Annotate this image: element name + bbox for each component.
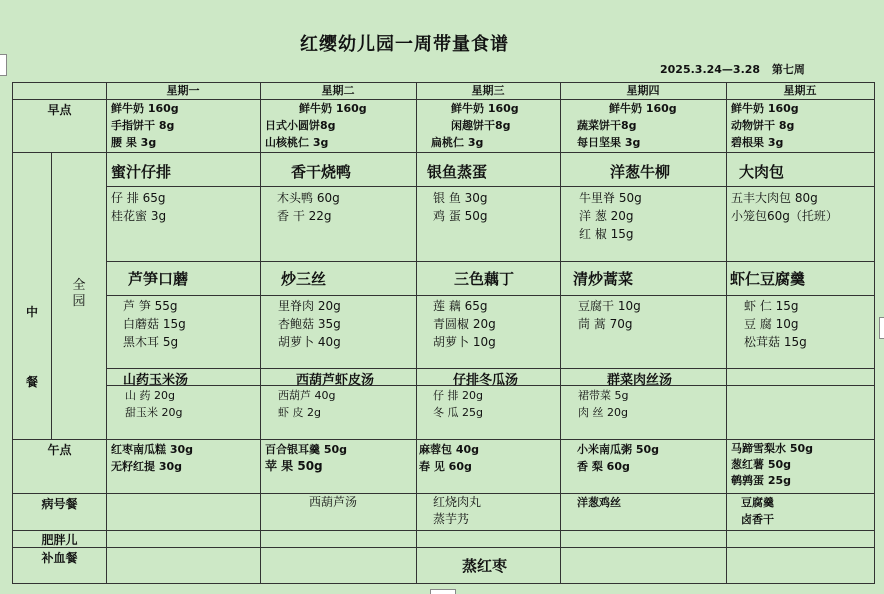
- menu-table: [12, 82, 875, 584]
- food-item: 扁桃仁 3g: [431, 136, 484, 149]
- date-range: 2025.3.24—3.28: [660, 63, 761, 76]
- food-item: 洋葱鸡丝: [577, 496, 621, 509]
- row-label-anemia: 补血餐: [41, 551, 78, 565]
- food-item: 鲜牛奶 160g: [609, 102, 677, 115]
- main-dish-fri: 大肉包: [739, 163, 785, 181]
- ingredient: 胡萝卜 10g: [433, 335, 496, 349]
- week-label: 第七周: [771, 63, 805, 76]
- day-header: 星期四: [626, 84, 660, 97]
- main-ingredients-fri: [731, 189, 838, 225]
- day-header: 星期二: [321, 84, 355, 97]
- rule: [13, 547, 874, 548]
- rule: [560, 83, 561, 583]
- food-item: 日式小圆饼8g: [265, 119, 336, 132]
- veg-ingredients-fri: [744, 297, 807, 351]
- row-label-sick-meal: 病号餐: [41, 497, 78, 511]
- rule: [13, 439, 874, 440]
- ingredient: 鸡 蛋 50g: [433, 209, 488, 223]
- food-item: 鲜牛奶 160g: [731, 102, 799, 115]
- ingredient: 洋 葱 20g: [579, 209, 634, 223]
- veg-dish-fri: 虾仁豆腐羹: [730, 270, 806, 288]
- ingredient: 杏鲍菇 35g: [278, 317, 341, 331]
- ingredient: 银 鱼 30g: [433, 191, 488, 205]
- snack-cell-fri: [731, 441, 813, 489]
- main-ingredients-thu: [579, 189, 642, 243]
- ingredient: 豆腐干 10g: [578, 299, 641, 313]
- veg-ingredients-wed: [433, 297, 496, 351]
- food-item: 蔬菜饼干8g: [577, 119, 637, 132]
- ingredient: 甜玉米 20g: [125, 406, 183, 419]
- food-item: 卤香干: [741, 513, 774, 526]
- main-dish-tue: 香干烧鸭: [291, 163, 352, 181]
- ingredient: 莲 藕 65g: [433, 299, 488, 313]
- ingredient: 红 椒 15g: [579, 227, 634, 241]
- food-item: 红烧肉丸: [433, 495, 482, 509]
- snack-cell-thu: [577, 441, 659, 475]
- ingredient: 五丰大肉包 80g: [731, 191, 818, 205]
- ingredient: 豆 腐 10g: [744, 317, 799, 331]
- ingredient: 白蘑菇 15g: [123, 317, 186, 331]
- soup-mon: 山药玉米汤: [123, 373, 189, 388]
- ingredient: 西葫芦 40g: [278, 389, 336, 402]
- sick-meal-wed: [433, 494, 481, 528]
- day-header: 星期一: [166, 84, 200, 97]
- ingredient: 黑木耳 5g: [123, 335, 179, 349]
- main-ingredients-wed: [433, 189, 488, 225]
- breakfast-cell-thu: [577, 100, 677, 151]
- left-edge-handle: [0, 54, 7, 76]
- snack-cell-tue: [265, 441, 347, 475]
- veg-ingredients-mon: [123, 297, 186, 351]
- veg-dish-mon: 芦笋口蘑: [128, 270, 189, 288]
- food-item: 红枣南瓜糕 30g: [111, 443, 194, 456]
- soup-thu: 群菜肉丝汤: [607, 373, 673, 388]
- food-item: 麻蓉包 40g: [419, 443, 480, 456]
- food-item: 腰 果 3g: [111, 136, 157, 149]
- food-item: 鲜牛奶 160g: [111, 102, 179, 115]
- veg-ingredients-thu: [578, 297, 641, 333]
- main-ingredients-mon: [111, 189, 166, 225]
- sick-meal-tue: [309, 494, 357, 511]
- rule: [51, 152, 52, 439]
- breakfast-cell-fri: [731, 100, 799, 151]
- ingredient: 冬 瓜 25g: [433, 406, 483, 419]
- rule: [106, 186, 874, 187]
- soup-ingredients-wed: [433, 387, 483, 421]
- food-item: 鲜牛奶 160g: [299, 102, 367, 115]
- day-header: 星期三: [471, 84, 505, 97]
- ingredient: 山 药 20g: [125, 389, 175, 402]
- food-item: 豆腐羹: [741, 496, 774, 509]
- sick-meal-fri: [741, 494, 774, 528]
- food-item: 无籽红提 30g: [111, 460, 183, 473]
- breakfast-cell-tue: [265, 100, 367, 151]
- main-dish-mon: 蜜汁仔排: [111, 163, 172, 181]
- ingredient: 青圆椒 20g: [433, 317, 496, 331]
- ingredient: 牛里脊 50g: [579, 191, 642, 205]
- ingredient: 香 干 22g: [277, 209, 332, 223]
- food-item: 蒸芋艿: [433, 512, 470, 526]
- row-label-lunch: 中: [25, 305, 38, 319]
- food-item: 碧根果 3g: [731, 136, 784, 149]
- food-item: 苹 果 50g: [265, 459, 323, 473]
- soup-ingredients-tue: [278, 387, 335, 421]
- food-item: 每日坚果 3g: [577, 136, 641, 149]
- ingredient: 松茸菇 15g: [744, 335, 807, 349]
- ingredient: 里脊肉 20g: [278, 299, 341, 313]
- food-item: 百合银耳羹 50g: [265, 443, 348, 456]
- food-item: 香 梨 60g: [577, 460, 630, 473]
- rule: [106, 261, 874, 262]
- soup-ingredients-mon: [125, 387, 182, 421]
- ingredient: 仔 排 20g: [433, 389, 483, 402]
- breakfast-cell-mon: [111, 100, 179, 151]
- ingredient: 木头鸭 60g: [277, 191, 340, 205]
- food-item: 西葫芦汤: [309, 495, 358, 509]
- main-dish-wed: 银鱼蒸蛋: [427, 163, 488, 181]
- veg-dish-tue: 炒三丝: [281, 270, 327, 288]
- snack-cell-wed: [419, 441, 479, 475]
- right-edge-handle: [879, 317, 884, 339]
- main-dish-thu: 洋葱牛柳: [610, 163, 671, 181]
- soup-tue: 西葫芦虾皮汤: [296, 373, 375, 388]
- food-item: 闲趣饼干8g: [451, 119, 511, 132]
- rule: [13, 152, 874, 153]
- row-label-whole-school: 全园: [72, 278, 86, 309]
- food-item: 马蹄雪梨水 50g: [731, 442, 814, 455]
- rule: [13, 530, 874, 531]
- ingredient: 茼 蒿 70g: [578, 317, 633, 331]
- rule: [106, 295, 874, 296]
- ingredient: 小笼包60g（托班）: [731, 209, 838, 223]
- rule: [416, 83, 417, 583]
- food-item: 鲜牛奶 160g: [451, 102, 519, 115]
- page-title: 红缨幼儿园一周带量食谱: [300, 34, 509, 55]
- breakfast-cell-wed: [431, 100, 519, 151]
- rule: [106, 83, 107, 583]
- food-item: 鹌鹑蛋 25g: [731, 474, 792, 487]
- row-label-lunch-2: 餐: [25, 375, 38, 389]
- rule: [726, 83, 727, 583]
- rule: [260, 83, 261, 583]
- food-item: 手指饼干 8g: [111, 119, 175, 132]
- veg-dish-thu: 清炒蒿菜: [573, 270, 634, 288]
- ingredient: 虾 仁 15g: [744, 299, 799, 313]
- ingredient: 胡萝卜 40g: [278, 335, 341, 349]
- day-header: 星期五: [783, 84, 817, 97]
- ingredient: 芦 笋 55g: [123, 299, 178, 313]
- bottom-edge-handle: [430, 589, 456, 594]
- row-label-snack: 午点: [47, 443, 72, 457]
- food-item: 山核桃仁 3g: [265, 136, 329, 149]
- row-label-obese: 肥胖儿: [41, 533, 78, 547]
- soup-ingredients-thu: [578, 387, 628, 421]
- veg-dish-wed: 三色藕丁: [454, 270, 515, 288]
- food-item: 小米南瓜粥 50g: [577, 443, 660, 456]
- main-ingredients-tue: [277, 189, 340, 225]
- row-label-breakfast: 早点: [47, 103, 72, 117]
- ingredient: 肉 丝 20g: [578, 406, 628, 419]
- date-line: [660, 61, 805, 77]
- anemia-meal-wed: 蒸红枣: [462, 557, 508, 575]
- veg-ingredients-tue: [278, 297, 341, 351]
- ingredient: 虾 皮 2g: [278, 406, 321, 419]
- ingredient: 仔 排 65g: [111, 191, 166, 205]
- snack-cell-mon: [111, 441, 193, 475]
- ingredient: 裙带菜 5g: [578, 389, 629, 402]
- food-item: 葱红薯 50g: [731, 458, 792, 471]
- food-item: 动物饼干 8g: [731, 119, 795, 132]
- sick-meal-thu: [577, 494, 621, 511]
- food-item: 春 见 60g: [419, 460, 472, 473]
- ingredient: 桂花蜜 3g: [111, 209, 167, 223]
- soup-wed: 仔排冬瓜汤: [453, 373, 519, 388]
